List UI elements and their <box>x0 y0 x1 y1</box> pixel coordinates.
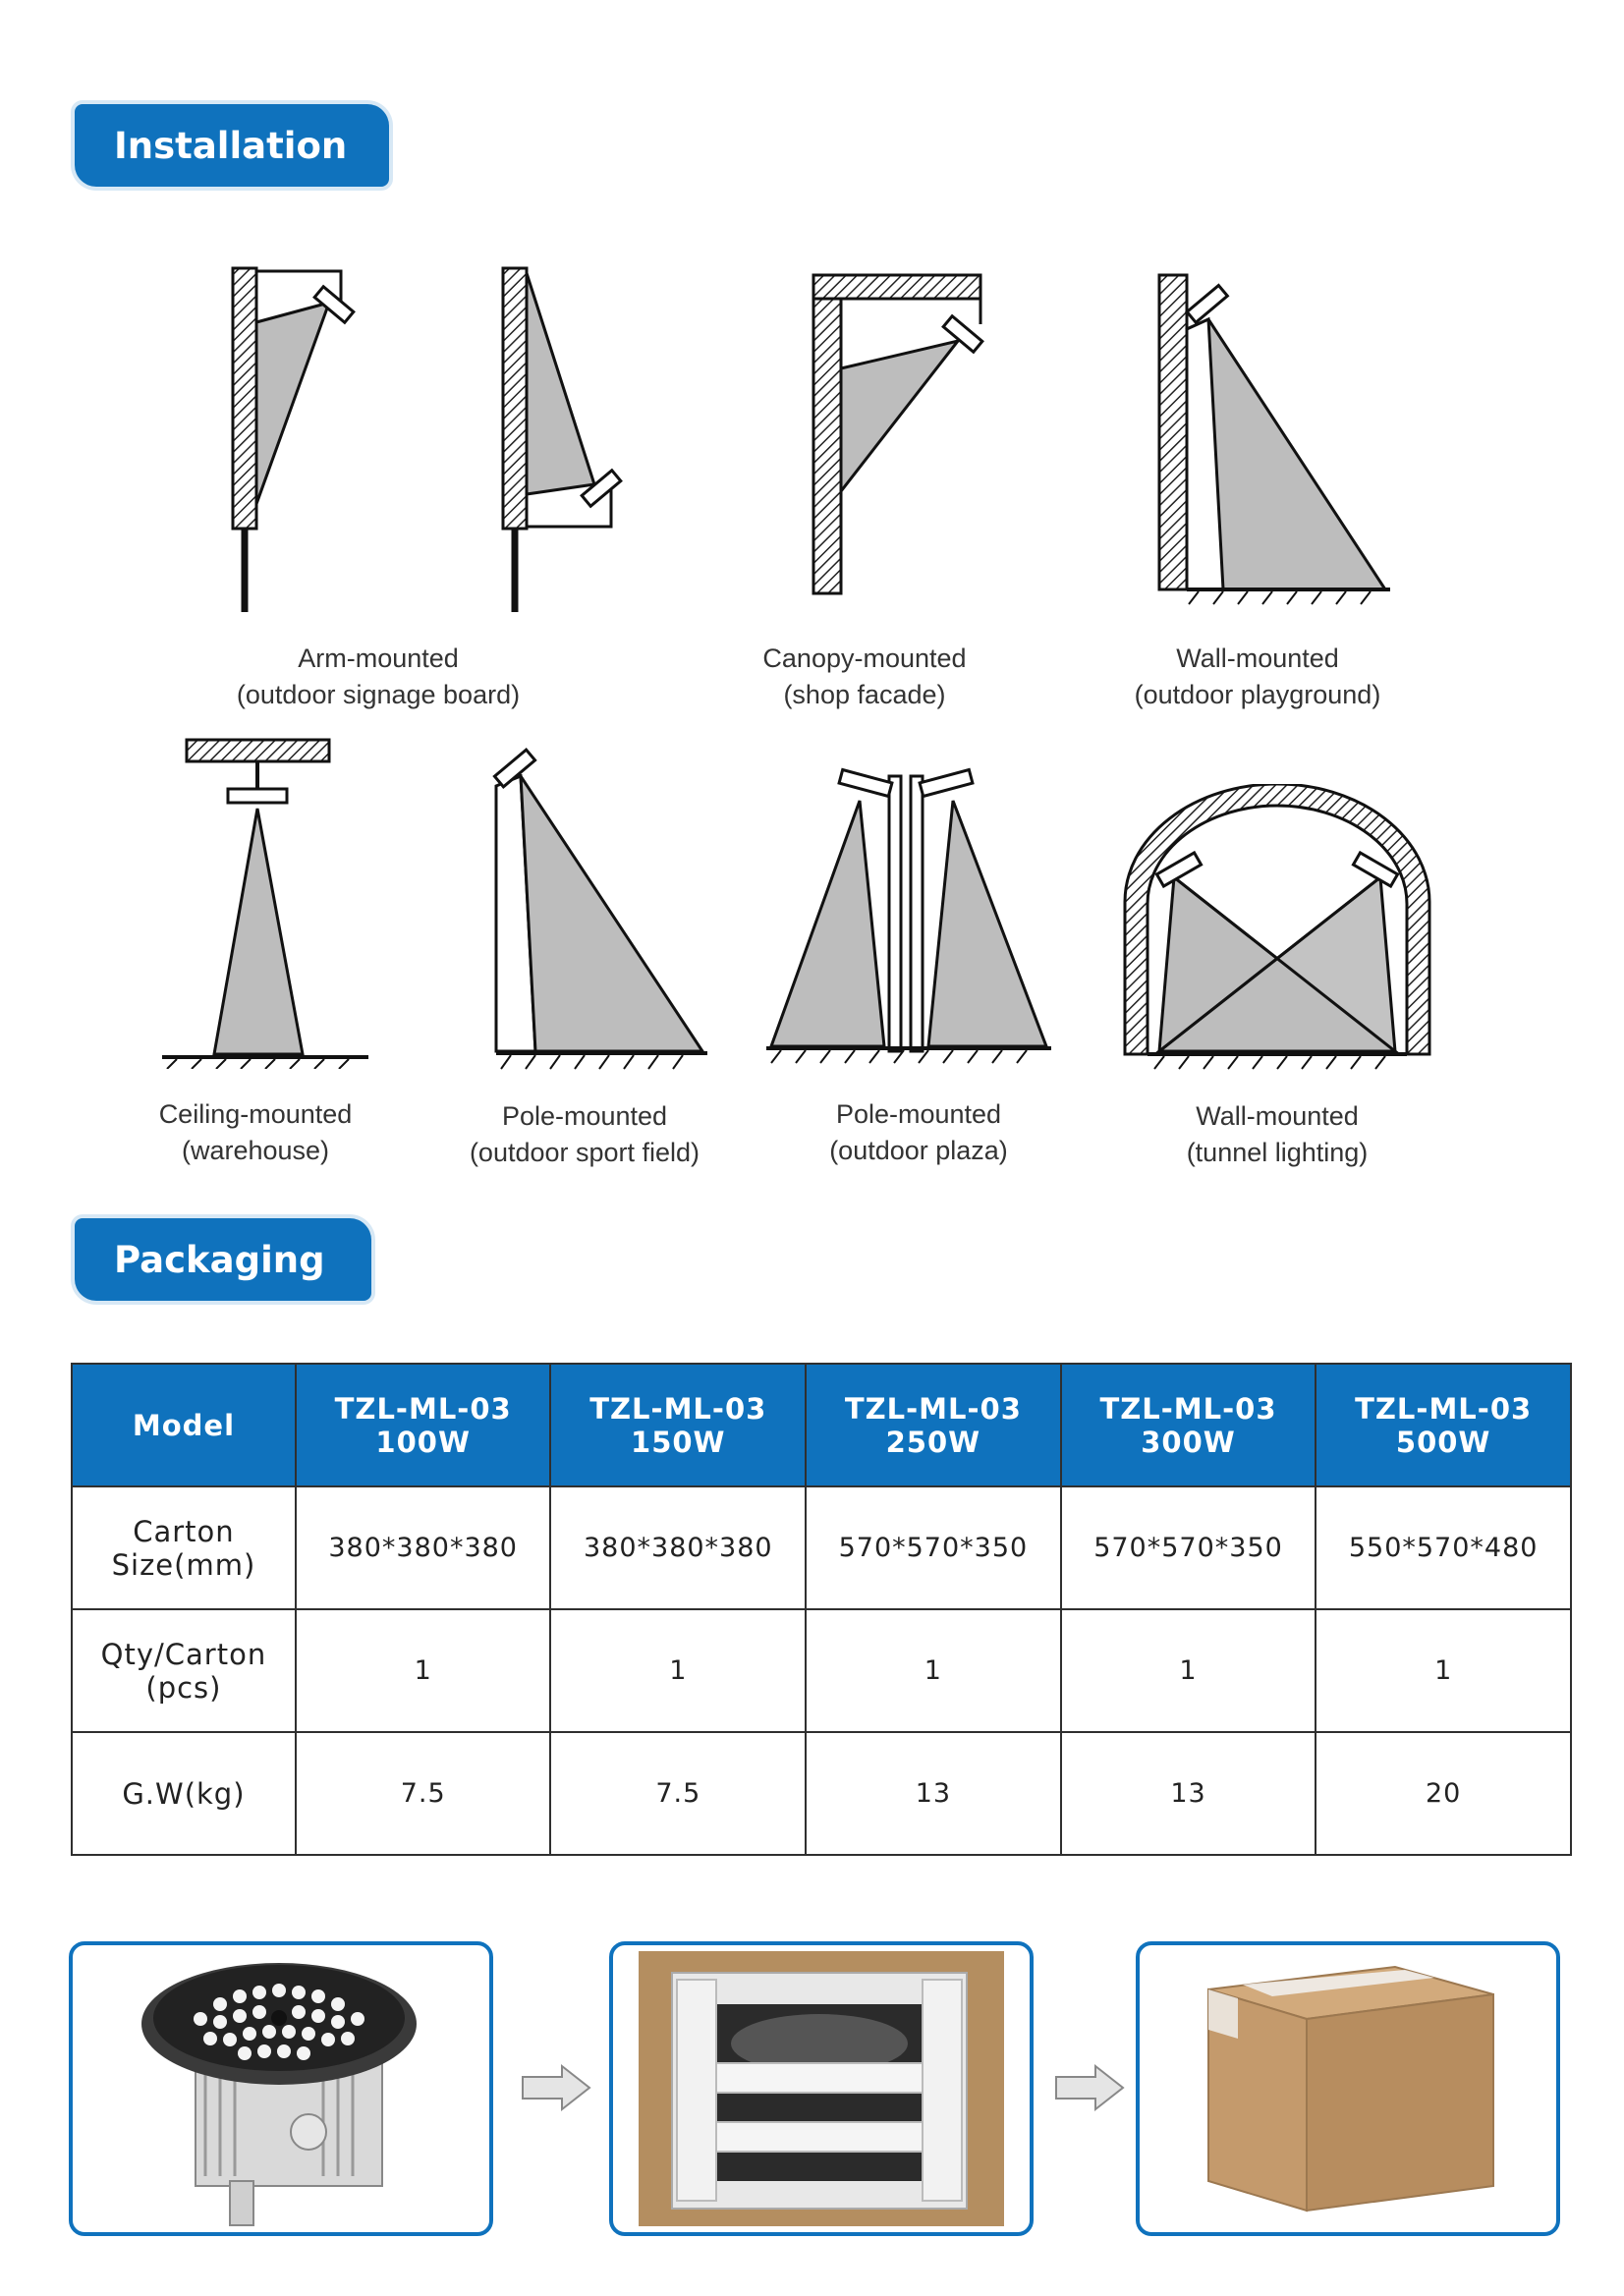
caption-arm-mounted <box>196 641 560 713</box>
caption-line: Pole-mounted <box>501 1101 668 1131</box>
header-text: Model <box>132 1408 236 1442</box>
closed-carton-photo-frame <box>1136 1941 1560 2236</box>
caption-line: Ceiling-mounted <box>158 1099 353 1129</box>
table-cell: 380*380*380 <box>296 1486 551 1609</box>
caption-line: Arm-mounted <box>298 644 459 673</box>
installation-heading <box>75 104 389 187</box>
caption-line: (tunnel lighting) <box>1186 1138 1369 1167</box>
tunnel-lighting-diagram <box>1120 784 1434 1079</box>
wall-mounted-playground-diagram <box>1149 270 1395 614</box>
installation-title: Installation <box>114 124 348 167</box>
caption-line: (outdoor signage board) <box>236 680 521 709</box>
canopy-mounted-diagram <box>806 270 1002 604</box>
packaging-title: Packaging <box>114 1238 325 1281</box>
product-photo-frame <box>69 1941 493 2236</box>
caption-line: (shop facade) <box>783 680 946 709</box>
table-cell: 1 <box>550 1609 806 1732</box>
header-model <box>806 1364 1061 1486</box>
packaging-table <box>71 1363 1572 1856</box>
table-row <box>72 1486 1571 1609</box>
caption-line: (warehouse) <box>181 1136 330 1165</box>
arm-mounted-diagram-1 <box>221 263 368 617</box>
header-model-label <box>72 1364 296 1486</box>
floodlight-product-image <box>73 1945 489 2232</box>
caption-line: Wall-mounted <box>1196 1101 1359 1131</box>
table-cell: 7.5 <box>550 1732 806 1855</box>
carton-interior-photo-frame <box>609 1941 1034 2236</box>
table-cell: 1 <box>1061 1609 1316 1732</box>
row-label-text: G.W(kg) <box>122 1776 246 1811</box>
header-model <box>296 1364 551 1486</box>
caption-wall-mounted-tunnel <box>1130 1098 1425 1171</box>
header-model <box>1316 1364 1571 1486</box>
table-cell: 570*570*350 <box>806 1486 1061 1609</box>
caption-canopy-mounted <box>717 641 1012 713</box>
table-cell: 1 <box>296 1609 551 1732</box>
caption-pole-mounted-plaza <box>776 1096 1061 1169</box>
caption-line: (outdoor playground) <box>1134 680 1381 709</box>
caption-ceiling-mounted <box>128 1096 383 1169</box>
table-cell: 1 <box>1316 1609 1571 1732</box>
row-label-text: Carton Size(mm) <box>111 1514 256 1582</box>
header-model <box>1061 1364 1316 1486</box>
arrow-right-icon <box>1054 2063 1125 2112</box>
header-model <box>550 1364 806 1486</box>
header-text: TZL-ML-03 250W <box>844 1391 1022 1459</box>
header-text: TZL-ML-03 500W <box>1355 1391 1533 1459</box>
table-cell: 13 <box>1061 1732 1316 1855</box>
closed-carton-image <box>1140 1945 1556 2232</box>
table-row <box>72 1732 1571 1855</box>
packaging-heading <box>75 1218 371 1301</box>
caption-pole-mounted-sport <box>437 1098 732 1171</box>
table-cell: 380*380*380 <box>550 1486 806 1609</box>
caption-line: (outdoor sport field) <box>469 1138 700 1167</box>
table-cell: 13 <box>806 1732 1061 1855</box>
table-cell: 7.5 <box>296 1732 551 1855</box>
header-text: TZL-ML-03 100W <box>334 1391 512 1459</box>
table-cell: 570*570*350 <box>1061 1486 1316 1609</box>
table-cell: 1 <box>806 1609 1061 1732</box>
table-row <box>72 1609 1571 1732</box>
pole-mounted-plaza-diagram <box>761 756 1056 1081</box>
caption-line: (outdoor plaza) <box>829 1136 1008 1165</box>
pole-mounted-sport-field-diagram <box>486 747 712 1081</box>
table-cell: 550*570*480 <box>1316 1486 1571 1609</box>
arm-mounted-diagram-2 <box>491 263 639 617</box>
header-text: TZL-ML-03 300W <box>1099 1391 1277 1459</box>
caption-wall-mounted-playground <box>1100 641 1415 713</box>
arrow-right-icon <box>521 2063 591 2112</box>
table-cell: 20 <box>1316 1732 1571 1855</box>
row-label <box>72 1486 296 1609</box>
row-label <box>72 1609 296 1732</box>
caption-line: Canopy-mounted <box>762 644 967 673</box>
row-label-text: Qty/Carton (pcs) <box>100 1637 267 1705</box>
table-header-row <box>72 1364 1571 1486</box>
caption-line: Pole-mounted <box>835 1099 1002 1129</box>
ceiling-mounted-diagram <box>157 735 373 1069</box>
open-carton-image <box>613 1945 1030 2232</box>
row-label <box>72 1732 296 1855</box>
caption-line: Wall-mounted <box>1176 644 1339 673</box>
header-text: TZL-ML-03 150W <box>589 1391 767 1459</box>
